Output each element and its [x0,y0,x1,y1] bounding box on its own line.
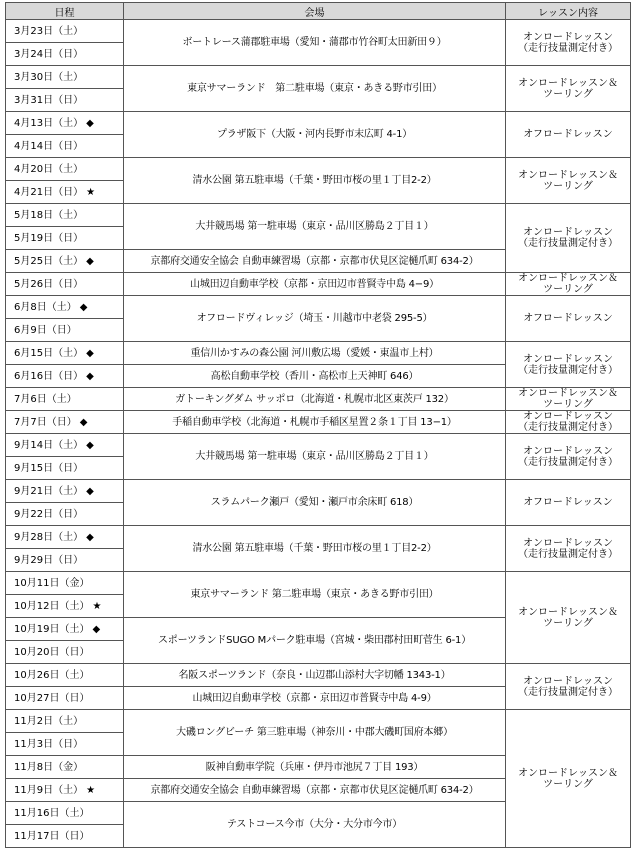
date-text: 3月23日（土） [14,25,84,37]
date-cell [6,526,124,549]
lesson-line2: ツーリング [543,180,593,192]
date-cell [6,434,124,457]
date-cell [6,342,124,365]
date-cell [6,756,124,779]
date-cell [6,319,124,342]
venue-cell: ガトーキングダム サッポロ（北海道・札幌市北区東茨戸 132） [124,388,506,411]
diamond-mark-icon: ◆ [86,531,94,543]
lesson-cell [506,204,631,273]
lesson-line1: オンロードレッスン [523,675,613,687]
venue-cell: 山城田辺自動車学校（京都・京田辺市普賢寺中島 4−9） [124,273,506,296]
lesson-cell [506,273,631,296]
lesson-line1: オフロードレッスン [523,313,613,324]
date-cell [6,158,124,181]
star-mark-icon: ★ [86,186,96,198]
schedule-body [6,20,631,848]
date-cell [6,503,124,526]
lesson-line1: オンロードレッスン＆ [518,273,618,284]
date-cell [6,687,124,710]
diamond-mark-icon: ◆ [86,485,94,497]
date-cell [6,411,124,434]
lesson-line2: ツーリング [543,778,593,790]
header-row [6,3,631,20]
lesson-line2: （走行技量測定付き） [518,548,618,560]
lesson-cell [506,664,631,710]
diamond-mark-icon: ◆ [79,301,88,313]
table-row [6,388,631,411]
date-cell [6,227,124,250]
lesson-cell [506,112,631,158]
date-cell [6,250,124,273]
date-cell [6,664,124,687]
venue-cell: 清水公園 第五駐車場（千葉・野田市桜の里１丁目2-2） [124,526,506,572]
date-cell [6,296,124,319]
diamond-mark-icon: ◆ [86,255,94,267]
table-row [6,572,631,595]
lesson-cell [506,480,631,526]
date-cell [6,480,124,503]
table-row [6,204,631,227]
table-row [6,480,631,503]
date-text: 7月7日（日） [14,416,77,428]
date-text: 3月31日（日） [14,94,84,106]
date-cell [6,457,124,480]
date-text: 4月21日（日） [14,186,84,198]
date-cell [6,779,124,802]
lesson-cell [506,296,631,342]
venue-cell: 京都府交通安全協会 自動車練習場（京都・京都市伏見区淀樋爪町 634-2） [124,250,506,273]
date-cell [6,549,124,572]
date-text: 6月15日（土） [14,347,84,359]
date-text: 6月16日（日） [14,370,84,382]
venue-cell: 大井競馬場 第一駐車場（東京・品川区勝島２丁目１） [124,434,506,480]
date-cell [6,618,124,641]
lesson-line1: オンロードレッスン＆ [518,388,618,399]
lesson-cell [506,526,631,572]
table-row [6,526,631,549]
lesson-cell [506,411,631,434]
table-row [6,664,631,687]
date-cell [6,181,124,204]
date-text: 4月14日（日） [14,140,84,152]
date-cell [6,112,124,135]
date-text: 10月27日（日） [14,692,90,704]
date-cell [6,733,124,756]
diamond-mark-icon: ◆ [92,623,101,635]
diamond-mark-icon: ◆ [86,117,94,129]
lesson-cell [506,66,631,112]
venue-cell: オフロードヴィレッジ（埼玉・川越市中老袋 295-5） [124,296,506,342]
table-row [6,434,631,457]
date-text: 6月8日（土） [14,301,77,313]
lesson-line1: オンロードレッスン [523,31,613,43]
date-cell [6,710,124,733]
date-cell [6,66,124,89]
date-text: 9月29日（日） [14,554,84,566]
venue-cell: 東京サマーランド 第二駐車場（東京・あきる野市引田） [124,66,506,112]
lesson-cell [506,434,631,480]
date-text: 11月8日（金） [14,761,84,773]
date-cell [6,825,124,848]
lesson-line2: ツーリング [543,284,593,295]
lesson-line1: オンロードレッスン [523,445,613,457]
lesson-cell [506,572,631,664]
venue-cell: スポーツランドSUGO Mパーク駐車場（宮城・柴田郡村田町菅生 6-1） [124,618,506,664]
lesson-cell [506,20,631,66]
lesson-line1: オンロードレッスン [523,411,613,422]
venue-cell: 大井競馬場 第一駐車場（東京・品川区勝島２丁目１） [124,204,506,250]
lesson-line2: （走行技量測定付き） [518,686,618,698]
date-text: 9月28日（土） [14,531,84,543]
star-mark-icon: ★ [92,600,102,612]
table-row [6,66,631,89]
lesson-cell [506,710,631,848]
table-row [6,342,631,365]
date-text: 11月16日（土） [14,807,90,819]
lesson-line1: オンロードレッスン＆ [518,767,618,779]
header-date: 日程 [6,3,124,20]
venue-cell: 山城田辺自動車学校（京都・京田辺市普賢寺中島 4-9） [124,687,506,710]
date-text: 10月19日（土） [14,623,90,635]
date-text: 6月9日（日） [14,324,77,336]
date-text: 9月14日（土） [14,439,84,451]
schedule-table [5,2,631,848]
venue-cell: 手稲自動車学校（北海道・札幌市手稲区星置２条１丁目 13−1） [124,411,506,434]
diamond-mark-icon: ◆ [86,439,94,451]
venue-cell: 東京サマーランド 第二駐車場（東京・あきる野市引田） [124,572,506,618]
date-text: 7月6日（土） [14,393,77,405]
date-text: 4月20日（土） [14,163,84,175]
lesson-line1: オフロードレッスン [523,497,613,508]
venue-cell: 名阪スポーツランド（奈良・山辺郡山添村大字切幡 1343-1） [124,664,506,687]
table-row [6,273,631,296]
date-text: 5月26日（日） [14,278,84,290]
lesson-line2: ツーリング [543,399,593,410]
date-text: 10月11日（金） [14,577,90,589]
lesson-cell [506,342,631,388]
date-cell [6,595,124,618]
date-text: 10月12日（土） [14,600,90,612]
venue-cell: 重信川かすみの森公園 河川敷広場（愛媛・東温市上村） [124,342,506,365]
date-cell [6,365,124,388]
date-text: 11月2日（土） [14,715,84,727]
date-text: 5月19日（日） [14,232,84,244]
star-mark-icon: ★ [86,784,96,796]
lesson-line1: オフロードレッスン [523,129,613,140]
lesson-line2: （走行技量測定付き） [518,42,618,54]
table-row [6,20,631,43]
date-text: 3月24日（日） [14,48,84,60]
lesson-line2: （走行技量測定付き） [518,364,618,376]
date-text: 10月26日（土） [14,669,90,681]
date-cell [6,273,124,296]
lesson-line1: オンロードレッスン [523,227,613,238]
diamond-mark-icon: ◆ [79,416,88,428]
lesson-line2: ツーリング [543,88,593,100]
date-cell [6,89,124,112]
venue-cell: 高松自動車学校（香川・高松市上天神町 646） [124,365,506,388]
date-cell [6,641,124,664]
date-text: 11月9日（土） [14,784,84,796]
lesson-line1: オンロードレッスン [523,537,613,549]
date-cell [6,388,124,411]
date-cell [6,20,124,43]
lesson-line2: （走行技量測定付き） [518,456,618,468]
header-lesson: レッスン内容 [506,3,631,20]
date-text: 11月17日（日） [14,830,90,842]
lesson-line2: （走行技量測定付き） [518,238,618,249]
diamond-mark-icon: ◆ [86,370,94,382]
lesson-cell [506,158,631,204]
venue-cell: 清水公園 第五駐車場（千葉・野田市桜の里１丁目2-2） [124,158,506,204]
date-text: 9月21日（土） [14,485,84,497]
date-text: 11月3日（日） [14,738,84,750]
date-cell [6,43,124,66]
table-row [6,296,631,319]
lesson-line1: オンロードレッスン＆ [518,169,618,181]
date-text: 10月20日（日） [14,646,90,658]
venue-cell: 阪神自動車学院（兵庫・伊丹市池尻７丁目 193） [124,756,506,779]
table-row [6,112,631,135]
table-row [6,158,631,181]
venue-cell: 大磯ロングビーチ 第三駐車場（神奈川・中郡大磯町国府本郷） [124,710,506,756]
date-text: 5月18日（土） [14,209,84,221]
lesson-line1: オンロードレッスン＆ [518,77,618,89]
date-text: 9月22日（日） [14,508,84,520]
date-text: 3月30日（土） [14,71,84,83]
venue-cell: 京都府交通安全協会 自動車練習場（京都・京都市伏見区淀樋爪町 634-2） [124,779,506,802]
venue-cell: プラザ阪下（大阪・河内長野市末広町 4-1） [124,112,506,158]
lesson-line2: （走行技量測定付き） [518,422,618,433]
header-venue: 会場 [124,3,506,20]
date-text: 5月25日（土） [14,255,84,267]
venue-cell: スラムパーク瀬戸（愛知・瀬戸市余床町 618） [124,480,506,526]
date-text: 4月13日（土） [14,117,84,129]
venue-cell: テストコース今市（大分・大分市今市） [124,802,506,848]
lesson-line1: オンロードレッスン [523,353,613,365]
lesson-line2: ツーリング [543,617,593,629]
diamond-mark-icon: ◆ [86,347,94,359]
lesson-line1: オンロードレッスン＆ [518,606,618,618]
venue-cell: ボートレース蒲郡駐車場（愛知・蒲郡市竹谷町太田新田９） [124,20,506,66]
lesson-cell [506,388,631,411]
table-row [6,411,631,434]
date-cell [6,802,124,825]
table-row [6,710,631,733]
date-cell [6,572,124,595]
date-cell [6,204,124,227]
date-cell [6,135,124,158]
date-text: 9月15日（日） [14,462,84,474]
